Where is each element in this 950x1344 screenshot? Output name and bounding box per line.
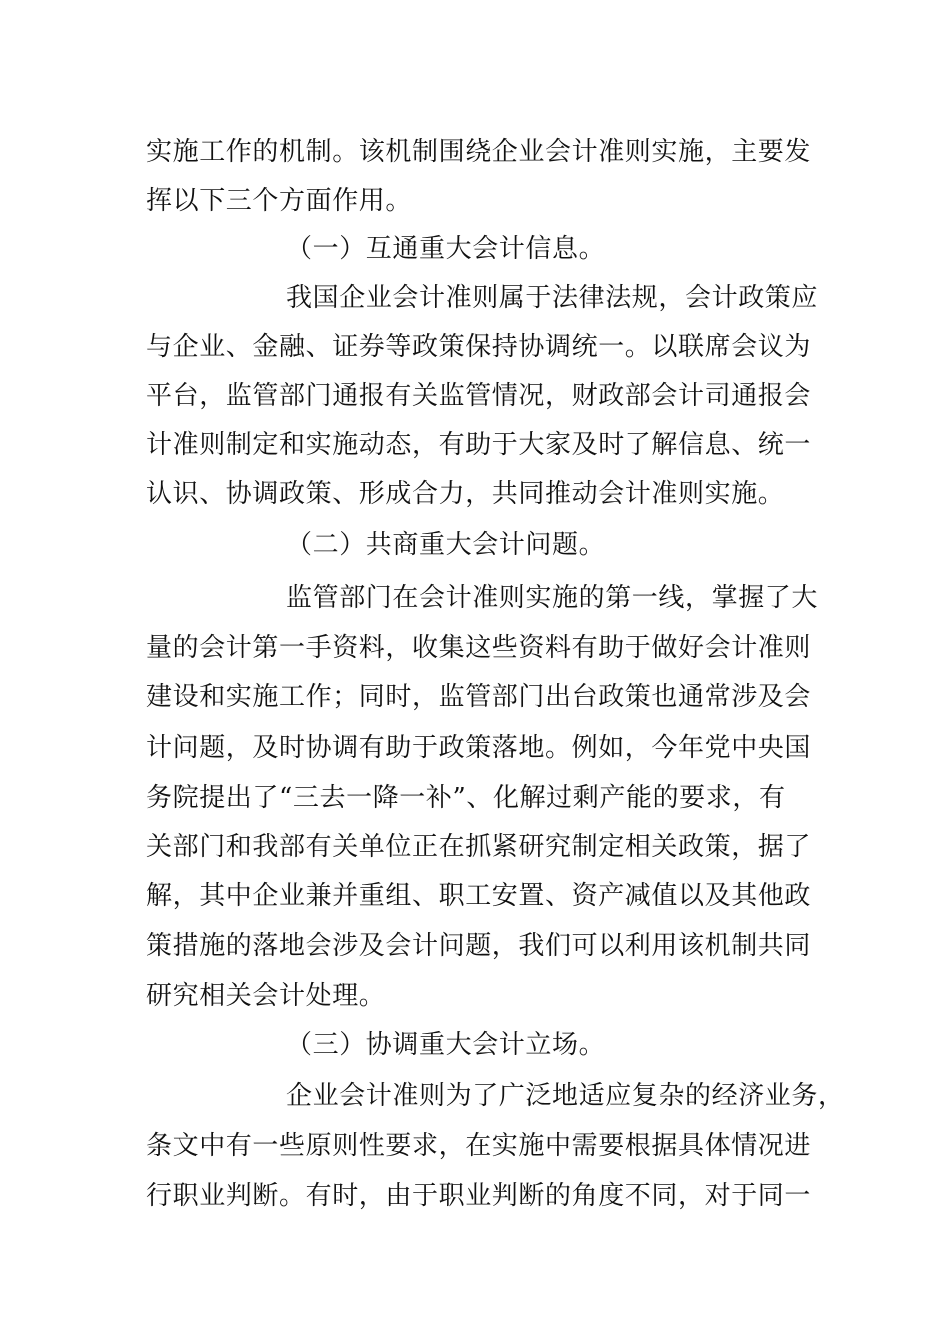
text-line: 平台，监管部门通报有关监管情况，财政部会计司通报会 xyxy=(146,381,812,411)
text-line: 计准则制定和实施动态，有助于大家及时了解信息、统一 xyxy=(146,430,812,460)
paragraph-start: 我国企业会计准则属于法律法规，会计政策应 xyxy=(286,283,819,313)
text-line: 量的会计第一手资料，收集这些资料有助于做好会计准则 xyxy=(146,633,812,663)
section-heading-2: （二）共商重大会计问题。 xyxy=(286,530,606,560)
text-line: 行职业判断。有时，由于职业判断的角度不同，对于同一 xyxy=(146,1181,812,1211)
text-line: 与企业、金融、证券等政策保持协调统一。以联席会议为 xyxy=(146,332,812,362)
text-line: 实施工作的机制。该机制围绕企业会计准则实施，主要发 xyxy=(146,137,812,167)
paragraph-start: 监管部门在会计准则实施的第一线，掌握了大 xyxy=(286,583,819,613)
text-line: 计问题，及时协调有助于政策落地。例如，今年党中央国 xyxy=(146,733,812,763)
text-line: 解，其中企业兼并重组、职工安置、资产减值以及其他政 xyxy=(146,881,812,911)
text-line: 条文中有一些原则性要求，在实施中需要根据具体情况进 xyxy=(146,1131,812,1161)
text-line: 建设和实施工作；同时，监管部门出台政策也通常涉及会 xyxy=(146,682,812,712)
section-heading-3: （三）协调重大会计立场。 xyxy=(286,1030,606,1060)
text-line: 务院提出了“三去一降一补”、化解过剩产能的要求，有 xyxy=(146,783,786,813)
text-line: 研究相关会计处理。 xyxy=(146,981,386,1011)
text-line: 策措施的落地会涉及会计问题，我们可以利用该机制共同 xyxy=(146,931,812,961)
text-line: 认识、协调政策、形成合力，共同推动会计准则实施。 xyxy=(146,479,785,509)
section-heading-1: （一）互通重大会计信息。 xyxy=(286,234,606,264)
text-line: 挥以下三个方面作用。 xyxy=(146,186,413,216)
paragraph-start: 企业会计准则为了广泛地适应复杂的经济业务， xyxy=(286,1081,845,1111)
text-line: 关部门和我部有关单位正在抓紧研究制定相关政策，据了 xyxy=(146,832,812,862)
